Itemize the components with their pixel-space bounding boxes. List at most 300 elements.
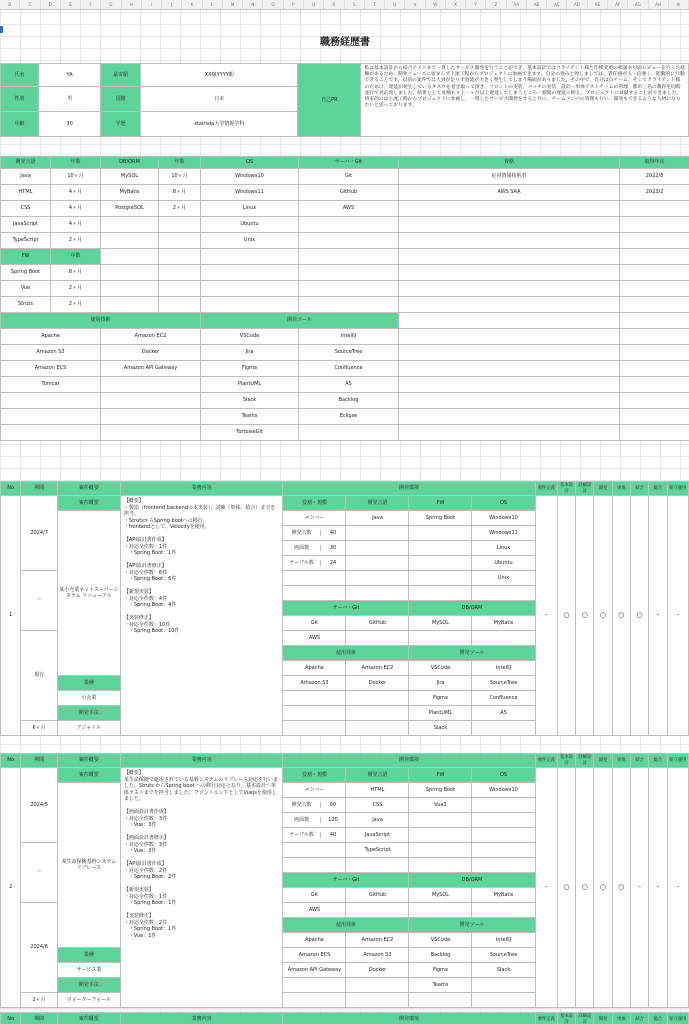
skill-cert[interactable]: 応用情報技術者 [399,169,620,185]
period-start[interactable]: 2024/7 [21,496,58,571]
env-tech[interactable] [283,691,346,706]
empty-cell[interactable] [346,858,409,873]
skill-lang-years[interactable]: 4ヶ月 [51,217,101,233]
industry-value[interactable]: 小売業 [57,691,120,706]
industry-value[interactable]: サービス業 [57,963,120,978]
env-os[interactable] [472,813,535,828]
env-db[interactable] [472,903,535,918]
env-tech[interactable] [346,993,409,1008]
phase-mark[interactable]: - [649,768,667,1008]
empty-cell[interactable] [159,265,201,281]
empty-cell[interactable] [409,586,472,601]
skill-cert-year[interactable] [620,217,689,233]
env-count-value[interactable]: 30 [329,544,337,551]
env-tech[interactable] [346,721,409,736]
env-tech[interactable] [283,978,346,993]
skill-db[interactable] [101,233,159,249]
env-db[interactable]: MySQL [409,616,472,631]
env-tool[interactable] [472,721,535,736]
env-lang[interactable]: HTML [346,783,409,798]
skill-fw[interactable]: Vue [1,281,51,297]
env-fw[interactable] [409,571,472,586]
env-count-pair[interactable] [283,526,346,541]
env-os[interactable]: Windows11 [472,526,535,541]
skill-db-years[interactable] [159,217,201,233]
tech-item[interactable] [101,425,201,441]
env-tool[interactable]: Confluence [472,691,535,706]
column-letter[interactable]: O [263,0,283,9]
phase-mark[interactable]: ○ [594,768,612,1008]
env-server[interactable] [346,903,409,918]
period-end[interactable]: 現在 [21,631,58,721]
env-tool[interactable] [409,993,472,1008]
empty-cell[interactable] [620,313,689,329]
env-count-pair[interactable] [283,541,346,556]
env-tool[interactable]: Slack [409,721,472,736]
env-tech[interactable]: Apache [283,661,346,676]
env-tech[interactable]: Amazon ECS [283,948,346,963]
skill-lang[interactable]: HTML [1,185,51,201]
empty-cell[interactable] [620,265,689,281]
skill-cert[interactable] [399,217,620,233]
env-tool[interactable] [472,978,535,993]
env-tool[interactable]: Backlog [409,948,472,963]
env-tool[interactable]: SourceTree [472,676,535,691]
empty-cell[interactable] [620,377,689,393]
env-lang[interactable]: Java [346,813,409,828]
env-tech[interactable]: Amazon S3 [283,676,346,691]
skill-db-years[interactable]: 10ヶ月 [159,169,201,185]
skill-db-years[interactable]: 8ヶ月 [159,185,201,201]
empty-cell[interactable] [299,297,399,313]
column-letter[interactable]: H [122,0,142,9]
empty-cell[interactable] [101,265,159,281]
env-db[interactable]: MyBatis [472,888,535,903]
env-count-value[interactable]: 60 [329,801,337,808]
project-summary[interactable]: 某小売業ネットスーパーシステム リニューアル [57,511,120,676]
skill-os[interactable]: Linux [201,201,299,217]
column-letter[interactable]: P [284,0,304,9]
phase-mark[interactable]: - [667,768,688,1008]
tool-item[interactable]: Slack [201,393,299,409]
env-tech[interactable]: Amazon EC2 [346,661,409,676]
empty-cell[interactable] [201,265,299,281]
env-lang[interactable]: JavaScript [346,828,409,843]
tool-item[interactable]: Backlog [299,393,399,409]
env-server[interactable] [346,631,409,646]
tool-item[interactable]: Jira [201,345,299,361]
tech-item[interactable]: Amazon ECS [1,361,101,377]
env-tool[interactable]: IntelliJ [472,933,535,948]
column-letter[interactable]: Q [304,0,324,9]
skill-fw[interactable]: Spring Boot [1,265,51,281]
tool-item[interactable]: Teams [201,409,299,425]
empty-cell[interactable] [399,329,620,345]
env-tech[interactable] [283,993,346,1008]
tool-item[interactable]: TortoiseGit [201,425,299,441]
empty-cell[interactable] [409,858,472,873]
tool-item[interactable]: VSCode [201,329,299,345]
env-count-pair[interactable] [283,798,346,813]
skill-os[interactable]: Windows11 [201,185,299,201]
skill-cert-year[interactable] [620,233,689,249]
empty-cell[interactable] [201,281,299,297]
env-tool[interactable]: Figma [409,963,472,978]
empty-cell[interactable] [620,345,689,361]
env-os[interactable] [472,828,535,843]
env-fw[interactable] [409,843,472,858]
tech-item[interactable] [101,393,201,409]
tool-item[interactable]: IntelliJ [299,329,399,345]
env-tech[interactable]: Amazon S3 [346,948,409,963]
empty-cell[interactable] [299,265,399,281]
nation-value[interactable]: 日本 [141,87,298,112]
period-tilde[interactable]: ～ [21,843,58,903]
tool-item[interactable]: Confluence [299,361,399,377]
empty-cell[interactable] [101,249,159,265]
skill-db[interactable] [101,217,159,233]
skill-cert-year[interactable]: 2023/2 [620,185,689,201]
env-fw[interactable] [409,526,472,541]
env-lang[interactable] [346,541,409,556]
empty-cell[interactable] [159,281,201,297]
empty-cell[interactable] [399,361,620,377]
skill-os[interactable]: Unix [201,233,299,249]
env-member-label[interactable]: メンバー [283,783,346,798]
column-letter[interactable]: J [162,0,182,9]
tech-item[interactable]: Apache [1,329,101,345]
skill-db-years[interactable]: 2ヶ月 [159,201,201,217]
env-tech[interactable] [346,978,409,993]
empty-cell[interactable] [399,409,620,425]
env-tool[interactable]: Jira [409,676,472,691]
age-value[interactable]: 30 [39,112,101,137]
env-tech[interactable]: Docker [346,676,409,691]
column-letter[interactable]: AH [649,0,669,9]
skill-lang-years[interactable]: 10ヶ月 [51,169,101,185]
env-tool[interactable]: VSCode [409,933,472,948]
env-os[interactable]: Linux [472,541,535,556]
column-letter[interactable]: C [20,0,40,9]
env-tech[interactable] [283,706,346,721]
phase-mark[interactable]: - [649,496,667,736]
skill-server[interactable] [299,233,399,249]
tool-item[interactable] [299,425,399,441]
env-tool[interactable]: SourceTree [472,948,535,963]
column-letter[interactable]: B [0,0,20,9]
skill-cert[interactable]: AWS SAA [399,185,620,201]
method-value[interactable]: ウォーターフォール [57,993,120,1008]
env-db[interactable] [409,631,472,646]
column-letter[interactable]: E [61,0,81,9]
tech-item[interactable]: Tomcat [1,377,101,393]
empty-cell[interactable] [620,249,689,265]
empty-cell[interactable] [399,393,620,409]
env-tool[interactable]: Teams [409,978,472,993]
env-lang[interactable] [346,556,409,571]
env-tech[interactable] [283,721,346,736]
column-letter[interactable]: AA [507,0,527,9]
env-count-value[interactable]: 24 [329,559,337,566]
column-letter[interactable]: AE [588,0,608,9]
empty-cell[interactable] [399,281,620,297]
env-lang[interactable]: TypeScript [346,843,409,858]
empty-cell[interactable] [159,249,201,265]
env-os[interactable]: Ubuntu [472,556,535,571]
empty-cell[interactable] [159,297,201,313]
tech-item[interactable]: Amazon S3 [1,345,101,361]
tech-item[interactable]: Docker [101,345,201,361]
phase-mark[interactable]: - [667,496,688,736]
env-os[interactable] [472,798,535,813]
env-tech[interactable]: Apache [283,933,346,948]
phase-mark[interactable]: ○ [612,496,630,736]
env-tech[interactable] [346,706,409,721]
station-value[interactable]: XX線YYYY駅 [141,64,298,87]
env-tool[interactable]: IntelliJ [472,661,535,676]
column-letter[interactable]: AC [547,0,567,9]
skill-fw[interactable]: Struts [1,297,51,313]
env-os[interactable]: Windows10 [472,511,535,526]
env-fw[interactable] [409,828,472,843]
column-letter[interactable]: G [101,0,121,9]
column-letter[interactable]: X [446,0,466,9]
env-count-value[interactable]: 40 [329,831,337,838]
tech-item[interactable] [1,393,101,409]
skill-cert[interactable] [399,201,620,217]
skill-lang-years[interactable]: 2ヶ月 [51,233,101,249]
empty-cell[interactable] [399,425,620,441]
work-content[interactable]: 【概要】 某生命保険で運用されている基幹システムのリプレース対応を行いました。Struts からSpring boot への移行対応となり、基本設計〜単体テストまでを担当しました。フロントエンドとしてVuejsを使用しました。 【画面設計書作成】 ・対応全件数：3件 ・Vue：3件 【画面設計書修正】 ・対応全件数：3件 ・Vue：3件 【API設計書作成】 ・対応全件数：2件 ・Spring Boot：2件 【新規実装】 ・対応全件数：1件 ・Spring Boot：1件 【実装修正】 ・対応全件数：2件 ・Spring Boot：1件 ・Vue：1件 [120,768,283,1008]
env-tool[interactable]: A5 [472,706,535,721]
empty-cell[interactable] [399,377,620,393]
phase-mark[interactable]: ○ [557,496,575,736]
tech-item[interactable]: Amazon API Gateway [101,361,201,377]
env-lang[interactable]: CSS [346,798,409,813]
column-letter[interactable]: M [223,0,243,9]
env-tool[interactable]: VSCode [409,661,472,676]
empty-cell[interactable] [283,858,346,873]
env-tool[interactable]: Figma [409,691,472,706]
tech-item[interactable] [101,409,201,425]
empty-cell[interactable] [620,425,689,441]
empty-cell[interactable] [620,281,689,297]
phase-mark[interactable]: - [630,768,648,1008]
period-start[interactable]: 2024/5 [21,768,58,843]
column-letter[interactable]: AF [608,0,628,9]
period-tilde[interactable]: ～ [21,571,58,631]
empty-cell[interactable] [283,571,346,586]
tool-item[interactable]: Eclipse [299,409,399,425]
skill-server[interactable]: AWS [299,201,399,217]
env-tool[interactable] [472,993,535,1008]
env-count-value[interactable]: 120 [328,816,338,823]
column-letter[interactable]: AD [567,0,587,9]
edu-value[interactable]: stairsda大学情報学科 [141,112,298,137]
env-os[interactable] [472,843,535,858]
skill-os[interactable]: Ubuntu [201,217,299,233]
column-letter[interactable]: Z [486,0,506,9]
env-lang[interactable] [346,571,409,586]
method-value[interactable]: アジャイル [57,721,120,736]
skill-cert-year[interactable]: 2022/8 [620,169,689,185]
env-tool[interactable]: Slack [472,963,535,978]
column-letter[interactable]: W [426,0,446,9]
phase-mark[interactable]: ○ [594,496,612,736]
phase-mark[interactable]: - [535,496,557,736]
env-count-pair[interactable] [283,556,346,571]
empty-cell[interactable] [620,329,689,345]
project-no[interactable]: 2 [1,768,21,1008]
period-duration[interactable]: 2ヶ月 [21,993,58,1008]
env-lang[interactable]: Java [346,511,409,526]
project-summary[interactable]: 某生命保険基幹システム リプレース [57,783,120,948]
empty-cell[interactable] [283,843,346,858]
skill-db[interactable]: MyBatis [101,185,159,201]
env-tech[interactable]: Docker [346,963,409,978]
empty-cell[interactable] [101,281,159,297]
column-letter[interactable]: T [365,0,385,9]
empty-cell[interactable] [283,586,346,601]
tech-item[interactable] [101,377,201,393]
empty-cell[interactable] [399,313,620,329]
skill-lang[interactable]: TypeScript [1,233,51,249]
column-letter[interactable]: Y [466,0,486,9]
empty-cell[interactable] [299,281,399,297]
env-server[interactable]: GitHub [346,616,409,631]
env-server[interactable]: AWS [283,903,346,918]
env-db[interactable]: MyBatis [472,616,535,631]
env-tool[interactable]: PlantUML [409,706,472,721]
period-duration[interactable]: 6ヶ月 [21,721,58,736]
tool-item[interactable]: SourceTree [299,345,399,361]
pr-text[interactable]: 私は基本設計から結合テストまで一貫したサービス開発を行うことができ、基本設計ではクライアント様と仕様変更の相談や対面レビューを行った経験があるため、開発フェーズに留まらず上流工程からプロジェクトに参画できます。自分の強みと致しましては、責任感が人一倍強く、能動的に行動できることです。以前の案件では人員が足りず遅延が大きく発生してしまう場面がありました。その中で、自分は自チーム、そしてクライアント様のために、遅延が発生しているタスクを巻き取って頂き、フロントの実装、バッチの実装、設計・単体テストチームの管理、都市三名の教育を同時並行で対応致しました。結果として見積もり上一ヶ月以上遅延してしまうところ一週間の遅延に抑え、プロジェクトに貢献することができました。 将来的には上流工程からプロジェクトに参画し、一貫したサービス開発をすると共に、チームメンバの管理も行い、開発もできるような人材になりたいと思っております。 [361,64,689,137]
skill-server[interactable]: Git [299,169,399,185]
env-member-label[interactable]: メンバー [283,511,346,526]
empty-cell[interactable] [399,265,620,281]
env-count-pair[interactable] [283,828,346,843]
tech-item[interactable] [1,425,101,441]
phase-mark[interactable]: ○ [576,768,594,1008]
empty-cell[interactable] [346,586,409,601]
skill-fw-years[interactable]: 2ヶ月 [51,297,101,313]
skill-lang[interactable]: JavaScript [1,217,51,233]
env-fw[interactable]: Vue3 [409,798,472,813]
column-letter[interactable]: D [41,0,61,9]
empty-cell[interactable] [101,297,159,313]
empty-cell[interactable] [620,297,689,313]
skill-db[interactable]: MySQL [101,169,159,185]
column-letter[interactable]: K [182,0,202,9]
column-letter[interactable]: S [345,0,365,9]
work-content[interactable]: 【概要】 ・製造（frontend backendの本実装）、試験（単体、結合）までを担当。 ・StrutsからSpring bootへの移行。 ・frontendとして、Velocityを使用。 【API設計書作成】 ・対応全件数：1件 ・Spring Boot：1件 【API設計書修正】 ・対応全件数：6件 ・Spring Boot：6件 【新規実装】 ・対応全件数：4件 ・Spring Boot：4件 【実装修正】 ・対応全件数：10件 ・Spring Boot：10件 [120,496,283,736]
column-letter[interactable]: I [142,0,162,9]
empty-cell[interactable] [399,345,620,361]
empty-cell[interactable] [620,361,689,377]
skill-cert-year[interactable] [620,201,689,217]
phase-mark[interactable]: ○ [630,496,648,736]
env-fw[interactable] [409,556,472,571]
project-no[interactable]: 1 [1,496,21,736]
phase-mark[interactable]: ○ [576,496,594,736]
column-letter[interactable]: AB [527,0,547,9]
env-count-pair[interactable] [283,813,346,828]
empty-cell[interactable] [472,858,535,873]
env-server[interactable]: GitHub [346,888,409,903]
env-fw[interactable] [409,813,472,828]
env-server[interactable]: Git [283,888,346,903]
env-fw[interactable]: Spring Boot [409,783,472,798]
empty-cell[interactable] [201,297,299,313]
empty-cell[interactable] [201,249,299,265]
skill-cert[interactable] [399,233,620,249]
empty-cell[interactable] [620,393,689,409]
column-letter[interactable]: F [81,0,101,9]
env-fw[interactable]: Spring Boot [409,511,472,526]
period-end[interactable]: 2024/6 [21,903,58,993]
gender-value[interactable]: 男 [39,87,101,112]
env-fw[interactable] [409,541,472,556]
skill-db[interactable]: PostgreSQL [101,201,159,217]
env-db[interactable]: MySQL [409,888,472,903]
empty-cell[interactable] [399,249,620,265]
gender-label: 性別 [1,87,39,112]
column-letter[interactable]: U [385,0,405,9]
column-letter[interactable]: V [405,0,425,9]
column-letter[interactable]: AG [628,0,648,9]
tech-item[interactable] [1,409,101,425]
env-os[interactable]: Windows10 [472,783,535,798]
skill-server[interactable] [299,217,399,233]
env-tech[interactable]: Amazon API Gateway [283,963,346,978]
env-server[interactable]: Git [283,616,346,631]
skill-lang[interactable]: Java [1,169,51,185]
env-tech[interactable] [346,691,409,706]
env-lang[interactable] [346,526,409,541]
env-db[interactable] [472,631,535,646]
phase-mark[interactable]: ○ [612,768,630,1008]
env-db[interactable] [409,903,472,918]
column-letter[interactable]: AI [669,0,689,9]
skill-fw-years[interactable]: 8ヶ月 [51,265,101,281]
skill-lang-years[interactable]: 4ヶ月 [51,185,101,201]
column-letter[interactable]: R [324,0,344,9]
empty-cell[interactable] [299,249,399,265]
column-letter[interactable]: L [203,0,223,9]
env-server[interactable]: AWS [283,631,346,646]
skill-os[interactable]: Windows10 [201,169,299,185]
phase-mark[interactable]: ○ [557,768,575,1008]
skill-fw-years[interactable]: 2ヶ月 [51,281,101,297]
tech-item[interactable]: Amazon EC2 [101,329,201,345]
tool-item[interactable]: Figma [201,361,299,377]
empty-cell[interactable] [472,586,535,601]
empty-cell[interactable] [620,409,689,425]
name-value[interactable]: YA [39,64,101,87]
env-tech[interactable]: Amazon EC2 [346,933,409,948]
skill-db-years[interactable] [159,233,201,249]
empty-cell[interactable] [399,297,620,313]
tool-item[interactable]: A5 [299,377,399,393]
env-os[interactable]: Unix [472,571,535,586]
column-letter[interactable]: N [243,0,263,9]
env-count-value[interactable]: 40 [329,529,337,536]
skill-server[interactable]: GitHub [299,185,399,201]
tool-item[interactable]: PlantUML [201,377,299,393]
skill-lang[interactable]: CSS [1,201,51,217]
skill-lang-years[interactable]: 4ヶ月 [51,201,101,217]
phase-mark[interactable]: - [535,768,557,1008]
